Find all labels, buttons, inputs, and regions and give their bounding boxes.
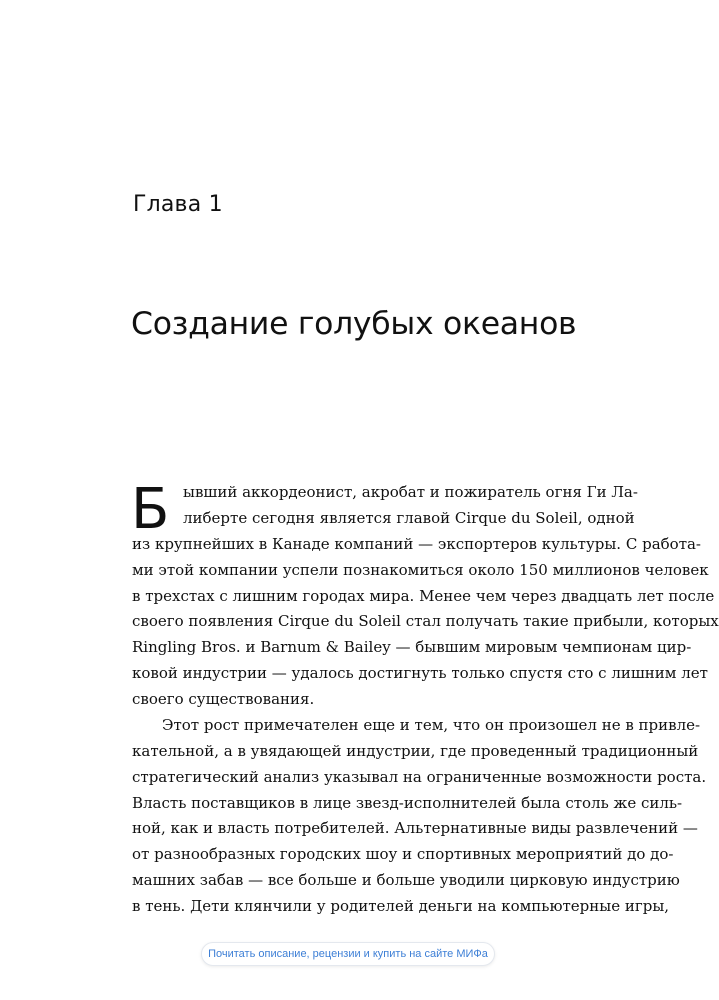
text-line: от разнообразных городских шоу и спортивных мероприятий до до- xyxy=(132,845,674,864)
text-line: либерте сегодня является главой Cirque du Soleil, одной xyxy=(183,508,635,527)
chapter-label: Глава 1 xyxy=(133,192,223,217)
text-line: Власть поставщиков в лице звезд-исполнителей была столь же силь- xyxy=(132,793,683,812)
text-line: в трехстах с лишним городах мира. Менее чем через двадцать лет после xyxy=(132,586,715,605)
text-line: машних забав — все больше и больше уводили цирковую индустрию xyxy=(132,871,680,890)
text-line: кательной, а в увядающей индустрии, где проведенный традиционный xyxy=(132,741,699,760)
text-line: ывший аккордеонист, акробат и пожиратель огня Ги Ла- xyxy=(183,483,638,501)
publisher-link[interactable]: Почитать описание, рецензии и купить на сайте МИФа xyxy=(201,942,495,966)
text-line: ми этой компании успели познакомиться около 150 миллионов человек xyxy=(132,560,709,579)
text-line: стратегический анализ указывал на ограниченные возможности роста. xyxy=(132,767,707,786)
text-line: Ringling Bros. и Barnum & Bailey — бывшим мировым чемпионам цир- xyxy=(132,638,692,657)
text-line: ной, как и власть потребителей. Альтернативные виды развлечений — xyxy=(132,819,698,838)
text-line: своего существования. xyxy=(132,690,315,708)
text-line: в тень. Дети клянчили у родителей деньги на компьютерные игры, xyxy=(132,897,670,915)
body-text xyxy=(131,477,719,920)
text-line: своего появления Cirque du Soleil стал получать такие прибыли, которых xyxy=(132,612,719,631)
text-line: ковой индустрии — удалось достигнуть только спустя сто с лишним лет xyxy=(132,664,708,683)
text-line: Этот рост примечателен еще и тем, что он произошел не в привле- xyxy=(162,715,701,734)
chapter-title: Создание голубых океанов xyxy=(131,306,577,342)
text-line: из крупнейших в Канаде компаний — экспортеров культуры. С работа- xyxy=(132,534,702,553)
drop-cap: Б xyxy=(131,477,170,542)
